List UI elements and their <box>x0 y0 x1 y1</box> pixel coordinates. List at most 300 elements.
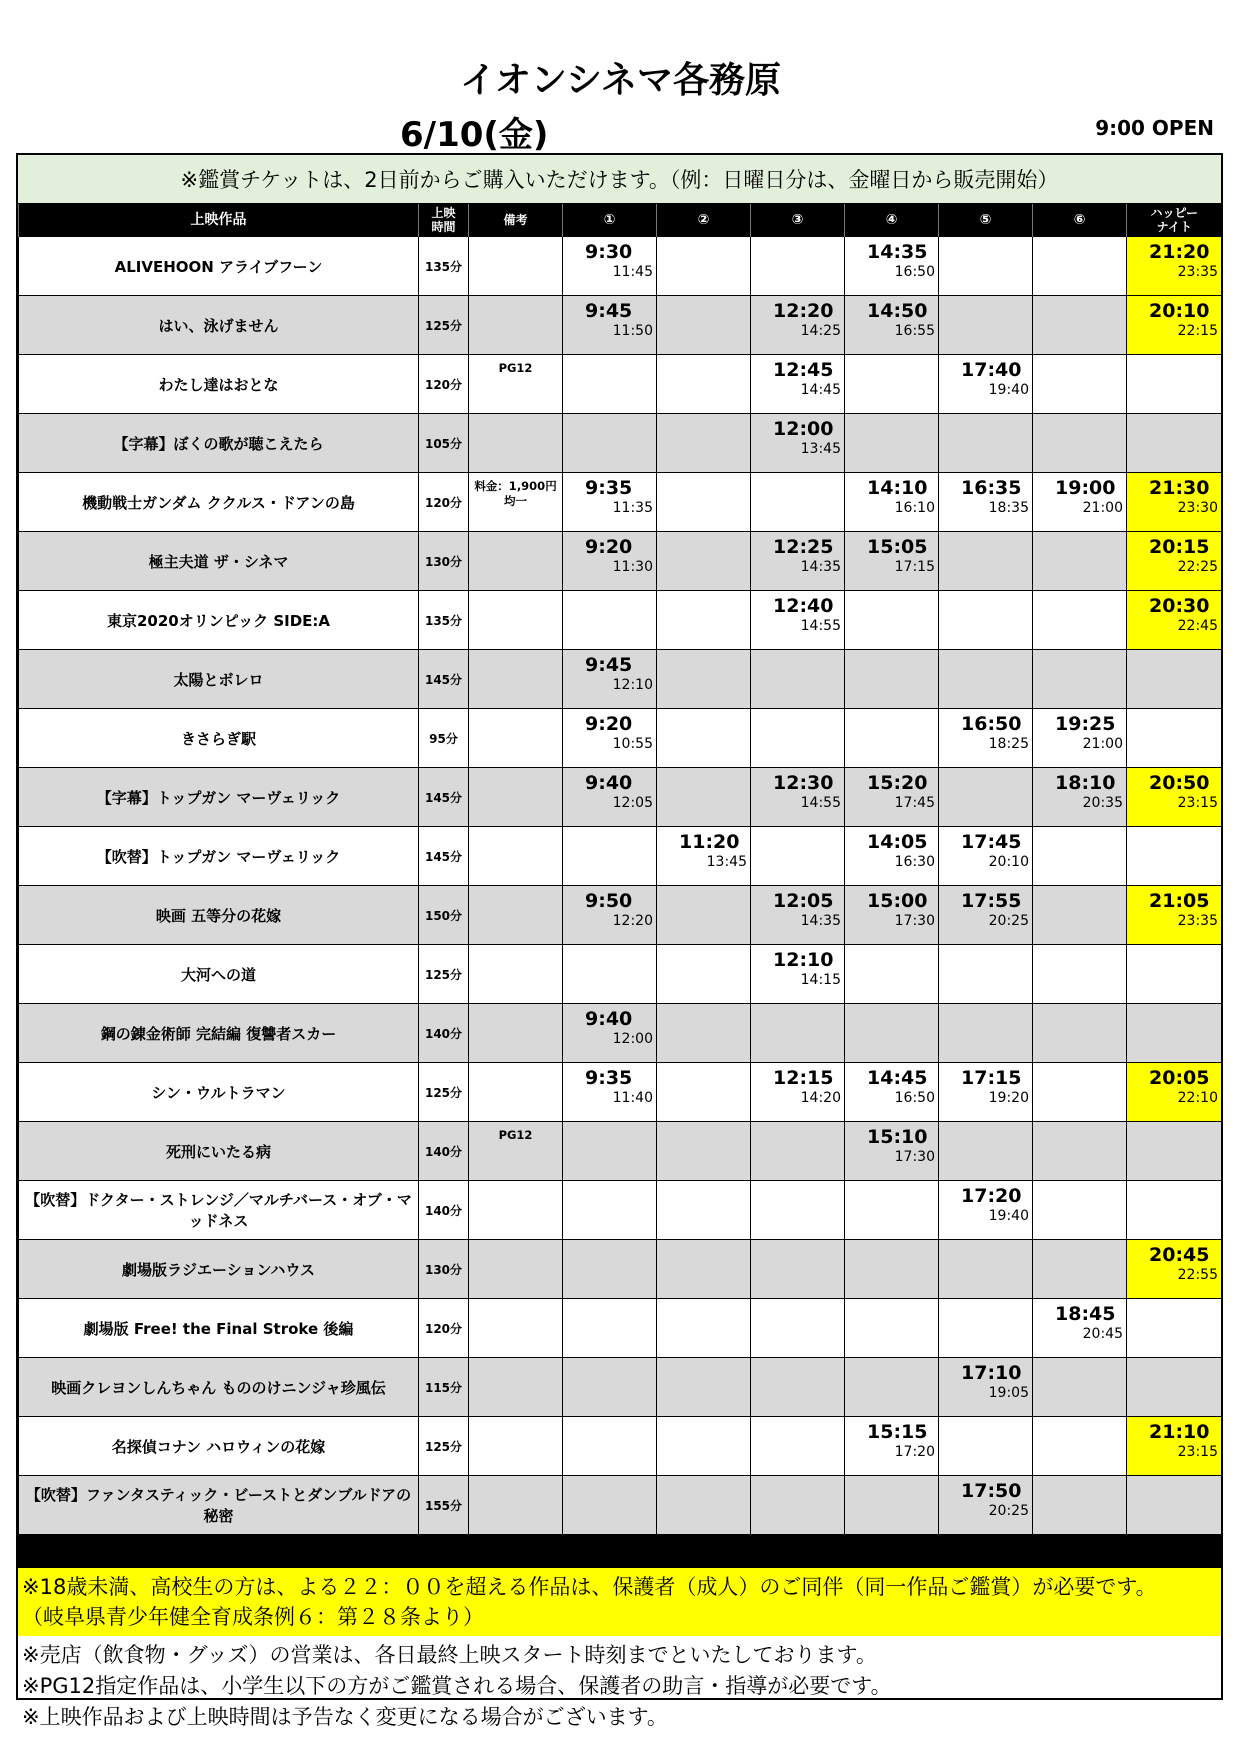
movie-length: 145分 <box>419 650 469 709</box>
end-time: 12:05 <box>612 795 653 811</box>
end-time: 20:25 <box>988 913 1029 929</box>
end-time: 17:45 <box>894 795 935 811</box>
header-screen-2: ② <box>657 204 751 237</box>
schedule-frame <box>16 153 1223 1729</box>
end-time: 23:15 <box>1177 795 1218 811</box>
movie-length: 140分 <box>419 1004 469 1063</box>
showtime-cell <box>1033 237 1127 296</box>
movie-title: 映画 五等分の花嫁 <box>19 886 419 945</box>
end-time: 14:55 <box>800 618 841 634</box>
showtime-cell <box>845 945 939 1004</box>
end-time: 21:00 <box>1082 736 1123 752</box>
start-time: 20:30 <box>1149 595 1210 617</box>
movie-length: 105分 <box>419 414 469 473</box>
movie-length: 140分 <box>419 1122 469 1181</box>
movie-title: 大河への道 <box>19 945 419 1004</box>
showtime-cell <box>563 886 657 945</box>
table-row <box>19 768 1222 827</box>
happy-night-cell <box>1127 827 1222 886</box>
start-time: 12:00 <box>773 418 834 440</box>
end-time: 22:55 <box>1177 1267 1218 1283</box>
start-time: 17:45 <box>961 831 1022 853</box>
movie-title: 映画クレヨンしんちゃん もののけニンジャ珍風伝 <box>19 1358 419 1417</box>
showtime-cell <box>563 945 657 1004</box>
start-time: 15:20 <box>867 772 928 794</box>
movie-note <box>469 1240 563 1299</box>
showtime-cell <box>657 709 751 768</box>
start-time: 9:35 <box>585 477 633 499</box>
happy-night-cell <box>1127 237 1222 296</box>
start-time: 9:20 <box>585 713 633 735</box>
movie-title: ALIVEHOON アライブフーン <box>19 237 419 296</box>
showtime-cell <box>939 237 1033 296</box>
youth-notice <box>18 1568 1221 1636</box>
showtime-cell <box>657 591 751 650</box>
end-time: 22:10 <box>1177 1090 1218 1106</box>
showtime-cell <box>751 1358 845 1417</box>
end-time: 19:05 <box>988 1385 1029 1401</box>
end-time: 22:45 <box>1177 618 1218 634</box>
movie-note <box>469 414 563 473</box>
start-time: 9:20 <box>585 536 633 558</box>
showtime-cell <box>1033 1063 1127 1122</box>
start-time: 12:45 <box>773 359 834 381</box>
movie-length: 145分 <box>419 768 469 827</box>
movie-note <box>469 1417 563 1476</box>
end-time: 12:20 <box>612 913 653 929</box>
start-time: 17:20 <box>961 1185 1022 1207</box>
movie-note <box>469 886 563 945</box>
showtime-cell <box>1033 1299 1127 1358</box>
showtime-cell <box>751 1181 845 1240</box>
start-time: 9:40 <box>585 1008 633 1030</box>
showtime-cell <box>939 1417 1033 1476</box>
showtime-cell <box>1033 532 1127 591</box>
start-time: 17:40 <box>961 359 1022 381</box>
showtime-cell <box>563 709 657 768</box>
end-time: 23:35 <box>1177 913 1218 929</box>
end-time: 16:10 <box>894 500 935 516</box>
showtime-cell <box>1033 886 1127 945</box>
showtime-cell <box>845 1181 939 1240</box>
start-time: 17:15 <box>961 1067 1022 1089</box>
end-time: 18:25 <box>988 736 1029 752</box>
showtime-cell <box>657 1358 751 1417</box>
table-row <box>19 1417 1222 1476</box>
start-time: 12:15 <box>773 1067 834 1089</box>
showtime-cell <box>939 532 1033 591</box>
showtime-cell <box>845 1476 939 1535</box>
showtime-cell <box>939 473 1033 532</box>
showtime-cell <box>563 296 657 355</box>
showtime-cell <box>845 1063 939 1122</box>
showtime-cell <box>751 473 845 532</box>
movie-title: 鋼の錬金術師 完結編 復讐者スカー <box>19 1004 419 1063</box>
end-time: 16:50 <box>894 264 935 280</box>
showtime-cell <box>751 709 845 768</box>
end-time: 23:15 <box>1177 1444 1218 1460</box>
showtime-cell <box>657 886 751 945</box>
start-time: 18:45 <box>1055 1303 1116 1325</box>
showtime-cell <box>657 1122 751 1181</box>
showtime-cell <box>939 1358 1033 1417</box>
showtime-cell <box>939 1122 1033 1181</box>
showtime-cell <box>939 1063 1033 1122</box>
showtime-cell <box>751 1417 845 1476</box>
showtime-cell <box>1033 1240 1127 1299</box>
happy-night-cell <box>1127 296 1222 355</box>
start-time: 11:20 <box>679 831 740 853</box>
showtime-cell <box>563 1358 657 1417</box>
start-time: 12:20 <box>773 300 834 322</box>
schedule-table <box>18 204 1222 1535</box>
showtime-cell <box>563 1240 657 1299</box>
movie-note <box>469 1476 563 1535</box>
showtime-cell <box>939 296 1033 355</box>
showtime-cell <box>657 1004 751 1063</box>
end-time: 13:45 <box>800 441 841 457</box>
youth-notice-line-1: ※18歳未満、高校生の方は、よる２２：００を超える作品は、保護者（成人）のご同伴（同一作品ご鑑賞）が必要です。 <box>22 1575 1157 1599</box>
end-time: 18:35 <box>988 500 1029 516</box>
movie-length: 95分 <box>419 709 469 768</box>
start-time: 9:40 <box>585 772 633 794</box>
end-time: 11:35 <box>612 500 653 516</box>
showtime-cell <box>751 414 845 473</box>
start-time: 15:00 <box>867 890 928 912</box>
showtime-cell <box>563 1063 657 1122</box>
end-time: 17:20 <box>894 1444 935 1460</box>
header-screen-5: ⑤ <box>939 204 1033 237</box>
cinema-title: イオンシネマ各務原 <box>460 60 781 101</box>
movie-length: 150分 <box>419 886 469 945</box>
table-row <box>19 1181 1222 1240</box>
movie-title: わたし達はおとな <box>19 355 419 414</box>
start-time: 21:20 <box>1149 241 1210 263</box>
showtime-cell <box>657 1181 751 1240</box>
movie-note <box>469 1358 563 1417</box>
end-time: 23:30 <box>1177 500 1218 516</box>
happy-night-cell <box>1127 1299 1222 1358</box>
start-time: 14:05 <box>867 831 928 853</box>
start-time: 21:10 <box>1149 1421 1210 1443</box>
start-time: 20:15 <box>1149 536 1210 558</box>
showtime-cell <box>845 473 939 532</box>
showtime-cell <box>751 1122 845 1181</box>
showtime-cell <box>751 886 845 945</box>
showtime-cell <box>751 532 845 591</box>
start-time: 9:45 <box>585 300 633 322</box>
movie-note <box>469 945 563 1004</box>
showtime-cell <box>563 827 657 886</box>
movie-note <box>469 532 563 591</box>
showtime-cell <box>751 591 845 650</box>
end-time: 13:45 <box>706 854 747 870</box>
start-time: 9:50 <box>585 890 633 912</box>
showtime-cell <box>563 650 657 709</box>
showtime-cell <box>939 1181 1033 1240</box>
start-time: 21:30 <box>1149 477 1210 499</box>
movie-title: 死刑にいたる病 <box>19 1122 419 1181</box>
movie-length: 120分 <box>419 355 469 414</box>
footer-notes <box>18 1636 1221 1737</box>
showtime-cell <box>845 355 939 414</box>
showtime-cell <box>563 532 657 591</box>
movie-length: 125分 <box>419 945 469 1004</box>
showtime-cell <box>939 1476 1033 1535</box>
table-row <box>19 1476 1222 1535</box>
showtime-cell <box>939 1299 1033 1358</box>
showtime-cell <box>563 768 657 827</box>
start-time: 12:25 <box>773 536 834 558</box>
showtime-cell <box>751 1476 845 1535</box>
happy-night-cell <box>1127 355 1222 414</box>
showtime-cell <box>939 650 1033 709</box>
end-time: 22:25 <box>1177 559 1218 575</box>
start-time: 15:10 <box>867 1126 928 1148</box>
movie-title: 機動戦士ガンダム ククルス・ドアンの島 <box>19 473 419 532</box>
showtime-cell <box>751 650 845 709</box>
showtime-cell <box>845 1122 939 1181</box>
shop-notice: ※売店（飲食物・グッズ）の営業は、各日最終上映スタート時刻までといたしております。 <box>22 1643 877 1667</box>
happy-night-cell <box>1127 768 1222 827</box>
showtime-cell <box>1033 1358 1127 1417</box>
change-notice: ※上映作品および上映時間は予告なく変更になる場合がございます。 <box>22 1705 668 1729</box>
showtime-cell <box>751 1063 845 1122</box>
movie-length: 125分 <box>419 296 469 355</box>
start-time: 14:35 <box>867 241 928 263</box>
start-time: 20:45 <box>1149 1244 1210 1266</box>
showtime-cell <box>939 591 1033 650</box>
movie-note <box>469 591 563 650</box>
header-screen-6: ⑥ <box>1033 204 1127 237</box>
showtime-cell <box>939 886 1033 945</box>
end-time: 14:55 <box>800 795 841 811</box>
showtime-cell <box>657 296 751 355</box>
table-row <box>19 414 1222 473</box>
showtime-cell <box>1033 827 1127 886</box>
end-time: 16:55 <box>894 323 935 339</box>
table-row <box>19 1063 1222 1122</box>
start-time: 18:10 <box>1055 772 1116 794</box>
header-note: 備考 <box>469 204 563 237</box>
start-time: 15:05 <box>867 536 928 558</box>
showtime-cell <box>845 532 939 591</box>
start-time: 12:05 <box>773 890 834 912</box>
movie-length: 125分 <box>419 1417 469 1476</box>
header-screen-3: ③ <box>751 204 845 237</box>
table-row <box>19 237 1222 296</box>
end-time: 10:55 <box>612 736 653 752</box>
showtime-cell <box>939 1240 1033 1299</box>
movie-title: 極主夫道 ザ・シネマ <box>19 532 419 591</box>
showtime-cell <box>657 1417 751 1476</box>
showtime-cell <box>845 591 939 650</box>
showtime-cell <box>845 1417 939 1476</box>
showtime-cell <box>939 709 1033 768</box>
showtime-cell <box>657 237 751 296</box>
movie-length: 135分 <box>419 237 469 296</box>
showtime-cell <box>939 945 1033 1004</box>
happy-night-cell <box>1127 591 1222 650</box>
end-time: 12:10 <box>612 677 653 693</box>
start-time: 20:10 <box>1149 300 1210 322</box>
showtime-cell <box>939 414 1033 473</box>
table-row <box>19 296 1222 355</box>
start-time: 12:30 <box>773 772 834 794</box>
movie-title: 太陽とボレロ <box>19 650 419 709</box>
start-time: 9:45 <box>585 654 633 676</box>
showtime-cell <box>657 768 751 827</box>
table-row <box>19 886 1222 945</box>
showtime-cell <box>657 650 751 709</box>
movie-title: 東京2020オリンピック SIDE:A <box>19 591 419 650</box>
showtime-cell <box>563 1122 657 1181</box>
end-time: 19:40 <box>988 382 1029 398</box>
showtime-cell <box>657 1299 751 1358</box>
start-time: 14:50 <box>867 300 928 322</box>
showtime-cell <box>751 945 845 1004</box>
showtime-cell <box>657 945 751 1004</box>
movie-note: PG12 <box>469 355 563 414</box>
table-row <box>19 945 1222 1004</box>
table-row <box>19 1122 1222 1181</box>
happy-night-cell <box>1127 709 1222 768</box>
showtime-cell <box>657 414 751 473</box>
movie-length: 135分 <box>419 591 469 650</box>
start-time: 16:50 <box>961 713 1022 735</box>
movie-length: 130分 <box>419 532 469 591</box>
movie-length: 120分 <box>419 473 469 532</box>
table-row <box>19 591 1222 650</box>
happy-night-cell <box>1127 473 1222 532</box>
movie-length: 140分 <box>419 1181 469 1240</box>
showtime-cell <box>845 827 939 886</box>
showtime-cell <box>845 886 939 945</box>
happy-night-cell <box>1127 1063 1222 1122</box>
showtime-cell <box>845 1358 939 1417</box>
table-row <box>19 827 1222 886</box>
showtime-cell <box>1033 1004 1127 1063</box>
end-time: 11:50 <box>612 323 653 339</box>
showtime-cell <box>845 1004 939 1063</box>
end-time: 20:25 <box>988 1503 1029 1519</box>
end-time: 14:25 <box>800 323 841 339</box>
showtime-cell <box>751 237 845 296</box>
header-length: 上映 時間 <box>419 204 469 237</box>
showtime-cell <box>751 1240 845 1299</box>
table-row <box>19 709 1222 768</box>
showtime-cell <box>751 296 845 355</box>
movie-title: 【吹替】トップガン マーヴェリック <box>19 827 419 886</box>
showtime-cell <box>1033 1476 1127 1535</box>
start-time: 14:45 <box>867 1067 928 1089</box>
showtime-cell <box>1033 945 1127 1004</box>
movie-title: 【吹替】ドクター・ストレンジ／マルチバース・オブ・マッドネス <box>19 1181 419 1240</box>
happy-night-cell <box>1127 414 1222 473</box>
movie-title: 【字幕】トップガン マーヴェリック <box>19 768 419 827</box>
movie-note <box>469 1004 563 1063</box>
showtime-cell <box>657 532 751 591</box>
movie-note <box>469 650 563 709</box>
movie-note <box>469 1299 563 1358</box>
movie-title: 名探偵コナン ハロウィンの花嫁 <box>19 1417 419 1476</box>
happy-night-cell <box>1127 1122 1222 1181</box>
showtime-cell <box>845 1299 939 1358</box>
showtime-cell <box>563 1299 657 1358</box>
showtime-cell <box>1033 1417 1127 1476</box>
youth-notice-line-2: （岐阜県青少年健全育成条例６：第２８条より） <box>22 1605 484 1629</box>
showtime-cell <box>657 473 751 532</box>
showtime-cell <box>939 827 1033 886</box>
showtime-cell <box>563 355 657 414</box>
happy-night-cell <box>1127 532 1222 591</box>
showtime-cell <box>751 827 845 886</box>
start-time: 9:30 <box>585 241 633 263</box>
header-title: 上映作品 <box>19 204 419 237</box>
showtime-cell <box>751 768 845 827</box>
end-time: 12:00 <box>612 1031 653 1047</box>
start-time: 9:35 <box>585 1067 633 1089</box>
showtime-cell <box>1033 296 1127 355</box>
end-time: 17:30 <box>894 913 935 929</box>
movie-note <box>469 709 563 768</box>
end-time: 14:35 <box>800 559 841 575</box>
showtime-cell <box>657 1240 751 1299</box>
table-header <box>19 204 1222 237</box>
start-time: 20:05 <box>1149 1067 1210 1089</box>
movie-note <box>469 768 563 827</box>
showtime-cell <box>751 355 845 414</box>
start-time: 21:05 <box>1149 890 1210 912</box>
movie-title: はい、泳げません <box>19 296 419 355</box>
end-time: 19:20 <box>988 1090 1029 1106</box>
movie-title: 劇場版 Free! the Final Stroke 後編 <box>19 1299 419 1358</box>
happy-night-cell <box>1127 886 1222 945</box>
happy-night-cell <box>1127 1417 1222 1476</box>
showtime-cell <box>845 414 939 473</box>
open-time: 9:00 OPEN <box>1095 116 1214 140</box>
showtime-cell <box>563 1181 657 1240</box>
movie-length: 125分 <box>419 1063 469 1122</box>
showtime-cell <box>657 355 751 414</box>
table-row <box>19 473 1222 532</box>
happy-night-cell <box>1127 1004 1222 1063</box>
showtime-cell <box>563 1476 657 1535</box>
happy-night-cell <box>1127 650 1222 709</box>
start-time: 20:50 <box>1149 772 1210 794</box>
movie-note <box>469 827 563 886</box>
end-time: 20:45 <box>1082 1326 1123 1342</box>
showtime-cell <box>563 237 657 296</box>
movie-title: 劇場版ラジエーションハウス <box>19 1240 419 1299</box>
movie-note <box>469 1181 563 1240</box>
end-time: 14:20 <box>800 1090 841 1106</box>
end-time: 11:30 <box>612 559 653 575</box>
end-time: 21:00 <box>1082 500 1123 516</box>
table-row <box>19 1299 1222 1358</box>
showtime-cell <box>845 709 939 768</box>
pg12-notice: ※PG12指定作品は、小学生以下の方がご鑑賞される場合、保護者の助言・指導が必要です。 <box>22 1674 892 1698</box>
movie-note: 料金：1,900円均一 <box>469 473 563 532</box>
showtime-cell <box>1033 591 1127 650</box>
schedule-date: 6/10(金) <box>400 115 549 155</box>
showtime-cell <box>563 1417 657 1476</box>
divider-bar <box>18 1535 1221 1568</box>
table-row <box>19 355 1222 414</box>
happy-night-cell <box>1127 1358 1222 1417</box>
end-time: 19:40 <box>988 1208 1029 1224</box>
header-screen-1: ① <box>563 204 657 237</box>
